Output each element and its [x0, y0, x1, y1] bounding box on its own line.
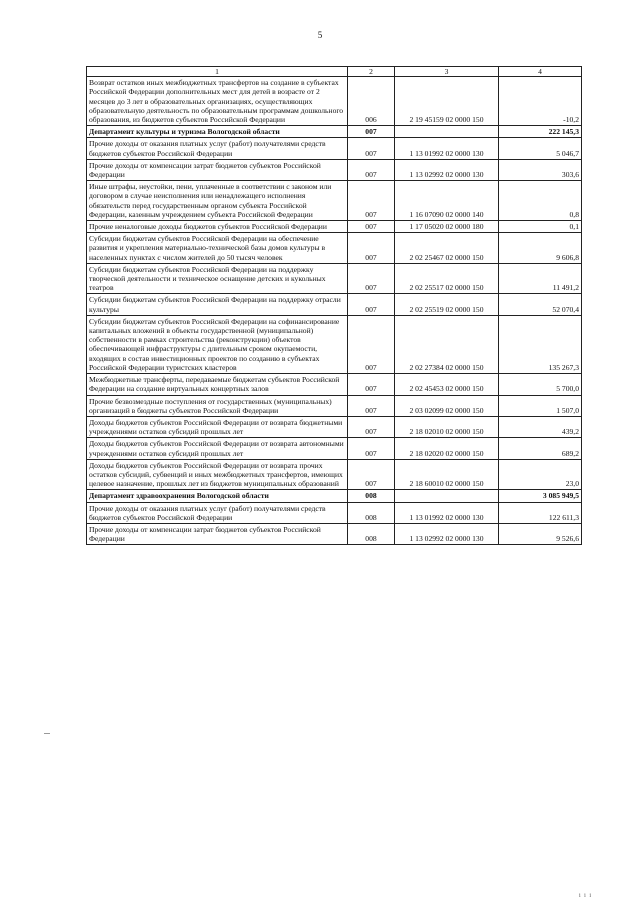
name-cell: Субсидии бюджетам субъектов Российской Федерации на поддержку творческой деятельности и техническое оснащение детских и кукольных театров [87, 263, 348, 294]
table-row [87, 438, 582, 459]
code-cell: 2 02 25467 02 0000 150 [395, 233, 499, 264]
amount-cell: 0,1 [499, 221, 582, 233]
amount-cell: 3 085 949,5 [499, 490, 582, 502]
dept-cell: 007 [348, 395, 395, 416]
table-row [87, 181, 582, 221]
name-cell: Межбюджетные трансферты, передаваемые бюджетам субъектов Российской Федерации на создание виртуальных концертных залов [87, 374, 348, 395]
page-number: 5 [317, 30, 323, 40]
name-cell: Возврат остатков иных межбюджетных трансфертов на создание в субъектах Российской Федерации дополнительных мест для детей в возрасте от 2 месяцев до 3 лет в образовательных организациях, осуществляющих образовательную деятельность по образовательным программам дошкольного образования, из бюджетов субъектов Российской Федерации [87, 77, 348, 126]
code-cell: 1 13 01992 02 0000 130 [395, 138, 499, 159]
name-cell: Департамент культуры и туризма Вологодской области [87, 126, 348, 138]
table-row [87, 395, 582, 416]
code-cell: 1 13 02992 02 0000 130 [395, 159, 499, 180]
name-cell: Прочие доходы от компенсации затрат бюджетов субъектов Российской Федерации [87, 523, 348, 544]
table-row [87, 459, 582, 490]
name-cell: Департамент здравоохранения Вологодской области [87, 490, 348, 502]
amount-cell: 122 611,3 [499, 502, 582, 523]
scan-margin-tick [44, 733, 50, 734]
dept-cell: 007 [348, 221, 395, 233]
dept-cell: 007 [348, 263, 395, 294]
code-cell: 2 18 60010 02 0000 150 [395, 459, 499, 490]
dept-cell: 007 [348, 126, 395, 138]
code-cell: 1 16 07090 02 0000 140 [395, 181, 499, 221]
code-cell: 2 02 45453 02 0000 150 [395, 374, 499, 395]
name-cell: Иные штрафы, неустойки, пени, уплаченные в соответствии с законом или договором в случае неисполнения или ненадлежащего исполнения обязательств перед государственным органом субъекта Российской Федерации, казенным учреждением субъекта Российской Федерации [87, 181, 348, 221]
table-row [87, 315, 582, 373]
section-row [87, 126, 582, 138]
dept-cell: 007 [348, 315, 395, 373]
name-cell: Прочие доходы от компенсации затрат бюджетов субъектов Российской Федерации [87, 159, 348, 180]
column-header-name: 1 [87, 67, 348, 77]
dept-cell: 007 [348, 233, 395, 264]
table-row [87, 294, 582, 315]
amount-cell: 52 070,4 [499, 294, 582, 315]
amount-cell: 439,2 [499, 416, 582, 437]
code-cell: 2 02 25517 02 0000 150 [395, 263, 499, 294]
column-header-dept: 2 [348, 67, 395, 77]
dept-cell: 008 [348, 502, 395, 523]
amount-cell: 135 267,3 [499, 315, 582, 373]
amount-cell: 1 507,0 [499, 395, 582, 416]
amount-cell: 9 606,8 [499, 233, 582, 264]
amount-cell: 9 526,6 [499, 523, 582, 544]
table-row [87, 374, 582, 395]
code-cell: 1 13 02992 02 0000 130 [395, 523, 499, 544]
name-cell: Субсидии бюджетам субъектов Российской Федерации на софинансирование капитальных вложений в объекты государственной (муниципальной) собственности в рамках строительства (реконструкции) объектов обеспечивающей инфраструктуры с длительным сроком окупаемости, входящих в состав инвестиционных проектов по созданию в субъектах Российской Федерации туристских кластеров [87, 315, 348, 373]
name-cell: Доходы бюджетов субъектов Российской Федерации от возврата бюджетными учреждениями остатков субсидий прошлых лет [87, 416, 348, 437]
name-cell: Прочие доходы от оказания платных услуг (работ) получателями средств бюджетов субъектов Российской Федерации [87, 502, 348, 523]
amount-cell: 5 700,0 [499, 374, 582, 395]
table-header-row [87, 67, 582, 77]
dept-cell: 008 [348, 523, 395, 544]
dept-cell: 007 [348, 294, 395, 315]
table-row [87, 502, 582, 523]
amount-cell: -10,2 [499, 77, 582, 126]
table-row [87, 221, 582, 233]
code-cell: 2 18 02010 02 0000 150 [395, 416, 499, 437]
table-row [87, 159, 582, 180]
name-cell: Субсидии бюджетам субъектов Российской Федерации на поддержку отрасли культуры [87, 294, 348, 315]
amount-cell: 689,2 [499, 438, 582, 459]
column-header-code: 3 [395, 67, 499, 77]
dept-cell: 007 [348, 374, 395, 395]
table-row [87, 233, 582, 264]
code-cell [395, 126, 499, 138]
name-cell: Прочие неналоговые доходы бюджетов субъектов Российской Федерации [87, 221, 348, 233]
table-body [87, 67, 582, 545]
table-row [87, 523, 582, 544]
code-cell: 2 19 45159 02 0000 150 [395, 77, 499, 126]
corner-mark: i i i [578, 893, 592, 899]
name-cell: Субсидии бюджетам субъектов Российской Федерации на обеспечение развития и укрепления материально-технической базы домов культуры в населенных пунктах с числом жителей до 50 тысяч человек [87, 233, 348, 264]
dept-cell: 007 [348, 138, 395, 159]
amount-cell: 222 145,3 [499, 126, 582, 138]
code-cell: 2 18 02020 02 0000 150 [395, 438, 499, 459]
dept-cell: 007 [348, 181, 395, 221]
table-row [87, 77, 582, 126]
section-row [87, 490, 582, 502]
name-cell: Прочие доходы от оказания платных услуг (работ) получателями средств бюджетов субъектов Российской Федерации [87, 138, 348, 159]
amount-cell: 5 046,7 [499, 138, 582, 159]
dept-cell: 006 [348, 77, 395, 126]
column-header-amount: 4 [499, 67, 582, 77]
code-cell: 1 13 01992 02 0000 130 [395, 502, 499, 523]
code-cell: 2 02 25519 02 0000 150 [395, 294, 499, 315]
dept-cell: 007 [348, 416, 395, 437]
dept-cell: 007 [348, 459, 395, 490]
dept-cell: 007 [348, 438, 395, 459]
code-cell: 2 03 02099 02 0000 150 [395, 395, 499, 416]
amount-cell: 11 491,2 [499, 263, 582, 294]
name-cell: Доходы бюджетов субъектов Российской Федерации от возврата прочих остатков субсидий, субвенций и иных межбюджетных трансфертов, имеющих целевое назначение, прошлых лет из бюджетов муниципальных образований [87, 459, 348, 490]
table-row [87, 263, 582, 294]
code-cell: 1 17 05020 02 0000 180 [395, 221, 499, 233]
dept-cell: 007 [348, 159, 395, 180]
table-row [87, 138, 582, 159]
name-cell: Доходы бюджетов субъектов Российской Федерации от возврата автономными учреждениями остатков субсидий прошлых лет [87, 438, 348, 459]
amount-cell: 23,0 [499, 459, 582, 490]
revenue-table [86, 66, 582, 545]
amount-cell: 0,8 [499, 181, 582, 221]
name-cell: Прочие безвозмездные поступления от государственных (муниципальных) организаций в бюджеты субъектов Российской Федерации [87, 395, 348, 416]
amount-cell: 303,6 [499, 159, 582, 180]
code-cell: 2 02 27384 02 0000 150 [395, 315, 499, 373]
code-cell [395, 490, 499, 502]
table-row [87, 416, 582, 437]
dept-cell: 008 [348, 490, 395, 502]
